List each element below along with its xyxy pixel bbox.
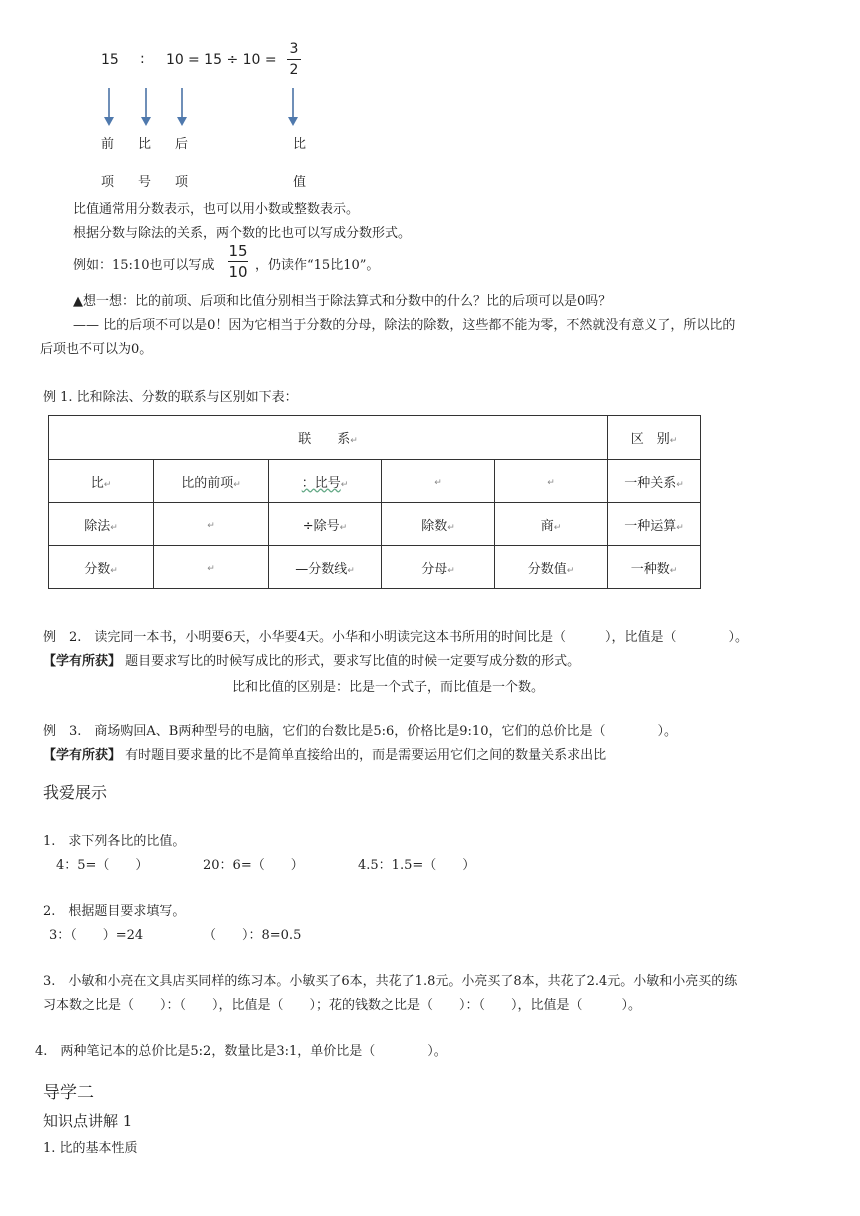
cell-text: 比 [90,475,104,491]
example-prefix: 例如：15:10也可以写成 [73,258,215,273]
cell-text: 比的前项 [181,475,234,491]
front-term-number: 15 [101,52,119,68]
para-example-line [73,254,214,273]
para-ratio-value-forms: 比值通常用分数表示，也可以用小数或整数表示。 [73,202,360,217]
down-arrow-icon [108,88,110,118]
table-cell: 比↵ [49,460,154,503]
down-arrow-icon [292,88,294,118]
table-cell: ↵ [154,546,269,589]
exercise1-prompt: 1. 求下列各比的比值。 [43,834,186,849]
label-front-bottom: 项 [101,175,115,190]
label-front-top: 前 [101,137,115,152]
knowledge-point-heading: 知识点讲解 1 [43,1112,133,1130]
exercise2-prompt: 2. 根据题目要求填写。 [43,904,186,919]
table-row [49,503,701,546]
think-answer-line2: 后项也不可以为0。 [40,342,153,357]
section-heading-guide2: 导学二 [43,1083,94,1103]
example2-question: 例 2. 读完同一本书，小明要6天，小华要4天。小华和小明读完这本书所用的时间比是（ ），比值是（ ）。 [43,630,748,645]
gain-text: 有时题目要求量的比不是简单直接给出的，而是需要运用它们之间的数量关系求出比 [125,748,607,763]
colon-sign: : [140,51,145,67]
header-diff-text: 区 别 [630,432,670,447]
table-cell: 分数↵ [49,546,154,589]
table-cell: 一种运算↵ [608,503,701,546]
exercise4: 4. 两种笔记本的总价比是5:2，数量比是3:1，单价比是（ ）。 [35,1044,447,1059]
fraction-numerator: 3 [289,41,299,57]
cell-text: 一种运算 [624,518,677,534]
cell-text: 分母 [421,561,448,577]
example3-question: 例 3. 商场购回A、B两种型号的电脑，它们的台数比是5:6，价格比是9:10，它们的总价比是（ ）。 [43,724,677,739]
cell-text: 除数 [421,518,448,534]
table-cell: ↵ [154,503,269,546]
division-expression: = 15 ÷ 10 = [188,52,277,68]
table-cell: 分母↵ [382,546,495,589]
back-term-number: 10 [166,52,184,68]
cell-text: 分数值 [527,561,567,577]
gain-text: 题目要求写比的时候写成比的形式，要求写比值的时候一定要写成分数的形式。 [125,654,581,669]
exercise2-item: （ ）：8=0.5 [203,928,302,943]
label-value-bottom: 值 [293,175,307,190]
cell-text: ：比号 [301,475,341,491]
cell-text: ÷除号 [302,518,340,534]
comparison-table [48,415,701,589]
cell-text: 一种关系 [624,475,677,491]
fraction-denominator: 2 [289,62,299,78]
label-sign-bottom: 号 [138,175,152,190]
exercise1-item: 20：6=（ ） [203,858,304,873]
example1-title: 例 1. 比和除法、分数的联系与区别如下表： [43,390,298,405]
gain-label: 【学有所获】 [43,748,122,763]
table-cell: 一种数↵ [608,546,701,589]
example-denominator: 10 [228,263,248,281]
example2-gain [43,650,580,669]
example3-gain [43,744,606,763]
header-link-cell: 联 系↵ [49,416,608,460]
ratio-value-fraction [287,40,301,79]
table-cell: 比的前项↵ [154,460,269,503]
table-cell: 商↵ [495,503,608,546]
down-arrow-icon [145,88,147,118]
label-value-top: 比 [293,137,307,152]
exercise1-item: 4.5：1.5=（ ） [358,858,476,873]
cell-text: 一种数 [630,561,670,577]
exercise3-line1: 3. 小敏和小亮在文具店买同样的练习本。小敏买了6本，共花了1.8元。小亮买了8本，共花了2.4元。小敏和小亮买的练 [43,974,738,989]
label-back-bottom: 项 [175,175,189,190]
table-header-row [49,416,701,460]
header-link-text: 联 系 [298,432,351,447]
exercise1-item: 4：5=（ ） [56,858,149,873]
table-cell: 一种关系↵ [608,460,701,503]
table-cell: 除法↵ [49,503,154,546]
cell-text: 商 [540,518,554,534]
ratio-vs-value-note: 比和比值的区别是：比是一个式子，而比值是一个数。 [232,680,545,695]
example-suffix: ，仍读作“15比10”。 [255,258,380,273]
down-arrow-icon [181,88,183,118]
table-cell: 除数↵ [382,503,495,546]
exercise3-line2: 习本数之比是（ ）：（ ），比值是（ ）；花的钱数之比是（ ）：（ ），比值是（ ）。 [43,998,642,1013]
section-heading-show: 我爱展示 [43,783,108,802]
cell-text: 分数 [84,561,111,577]
think-answer-line1: —— 比的后项不可以是0！因为它相当于分数的分母，除法的除数，这些都不能为零，不然就没有意义了，所以比的 [73,318,736,333]
table-cell: ：比号↵ [269,460,382,503]
think-question: ▲想一想：比的前项、后项和比值分别相当于除法算式和分数中的什么？比的后项可以是0吗？ [73,294,612,309]
property-item: 1. 比的基本性质 [43,1141,138,1156]
table-cell: ↵ [495,460,608,503]
cell-text: —分数线 [295,561,348,577]
label-sign-top: 比 [138,137,152,152]
table-row [49,460,701,503]
table-row [49,546,701,589]
exercise2-item: 3：（ ）=24 [49,928,144,943]
table-cell: ↵ [382,460,495,503]
cell-text: 除法 [84,518,111,534]
example-numerator: 15 [228,242,248,260]
table-cell: 分数值↵ [495,546,608,589]
example-fraction [228,242,248,281]
header-diff-cell: 区 别↵ [608,416,701,460]
table-cell: —分数线↵ [269,546,382,589]
para-fraction-relation: 根据分数与除法的关系，两个数的比也可以写成分数形式。 [73,226,412,241]
table-cell: ÷除号↵ [269,503,382,546]
label-back-top: 后 [175,137,189,152]
gain-label: 【学有所获】 [43,654,122,669]
